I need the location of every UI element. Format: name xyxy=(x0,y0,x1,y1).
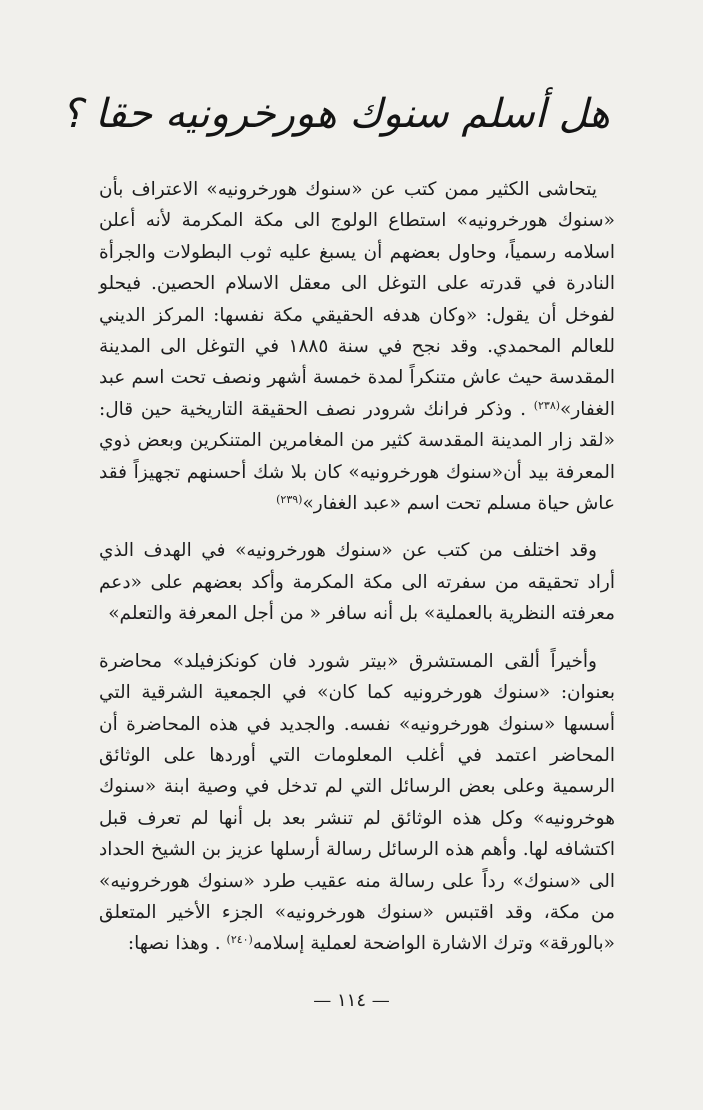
chapter-title: هل أسلم سنوك هورخرونيه حقا ؟ xyxy=(61,91,610,137)
paragraph-3-text: وأخيراً ألقى المستشرق «بيتر شورد فان كونكزفيلد» محاضرة بعنوان: «سنوك هورخرونيه كما كان» في الجمعية الشرقية التي أسسها «سنوك هورخرونيه» نفسه. والجديد في هذه المحاضرة أن المحاضر اعتمد في أغلب المعلومات التي أوردها على الوثائق الرسمية وعلى بعض الرسائل التي لم تدخل في وصية ابنة «سنوك هوخرونيه» وكل هذه الوثائق لم تنشر بعد بل أنها لم تعرف قبل اكتشافه لها. وأهم هذه الرسائل رسالة أرسلها عزيز بن الشيخ الحداد الى «سنوك» رداً على رسالة منه عقيب طرد «سنوك هورخرونيه» من مكة، وقد اقتبس «سنوك هورخرونيه» الجزء الأخير المتعلق «بالورقة» وترك الاشارة الواضحة لعملية إسلامه xyxy=(99,650,615,955)
paragraph-2 xyxy=(99,535,615,629)
page-number: — ١١٤ — xyxy=(313,990,390,1011)
paragraph-1-text: يتحاشى الكثير ممن كتب عن «سنوك هورخرونيه» الاعتراف بأن «سنوك هورخرونيه» استطاع الولوج الى مكة المكرمة لأنه أعلن اسلامه رسمياً، وحاول بعضهم أن يسبغ عليه ثوب البطولات والجرأة النادرة في قدرته على التوغل الى معقل الاسلام الحصين. فيحلو لفوخل أن يقول: «وكان هدفه الحقيقي مكة نفسها: المركز الديني للعالم المحمدي. وقد نجح في سنة ١٨٨٥ في التوغل الى المدينة المقدسة حيث عاش متنكراً لمدة خمسة أشهر ونصف تحت اسم عبد الغفار» xyxy=(99,179,615,420)
paragraph-3 xyxy=(99,646,615,960)
paragraph-1 xyxy=(99,174,615,519)
body-text xyxy=(99,174,615,960)
footnote-ref-238: (٢٣٨) xyxy=(533,398,561,412)
paragraph-3-text-cont: . وهذا نصها: xyxy=(127,933,227,955)
footnote-ref-240: (٢٤٠) xyxy=(226,933,253,947)
footnote-ref-239: (٢٣٩) xyxy=(276,493,303,507)
paragraph-1-text-cont: . وذكر فرانك شرودر نصف الحقيقة التاريخية حين قال: «لقد زار المدينة المقدسة كثير من المغامرين المتنكرين وبعض ذوي المعرفة بيد أن«سنوك هورخرونيه» كان بلا شك أحسنهم تجهيزاً فقد عاش حياة مسلم تحت اسم «عبد الغفار» xyxy=(99,398,615,515)
paragraph-2-text: وقد اختلف من كتب عن «سنوك هورخرونيه» في الهدف الذي أراد تحقيقه من سفرته الى مكة المكرمة وأكد بعضهم على «دعم معرفته النظرية بالعملية» بل أنه سافر « من أجل المعرفة والتعلم» xyxy=(99,540,615,625)
